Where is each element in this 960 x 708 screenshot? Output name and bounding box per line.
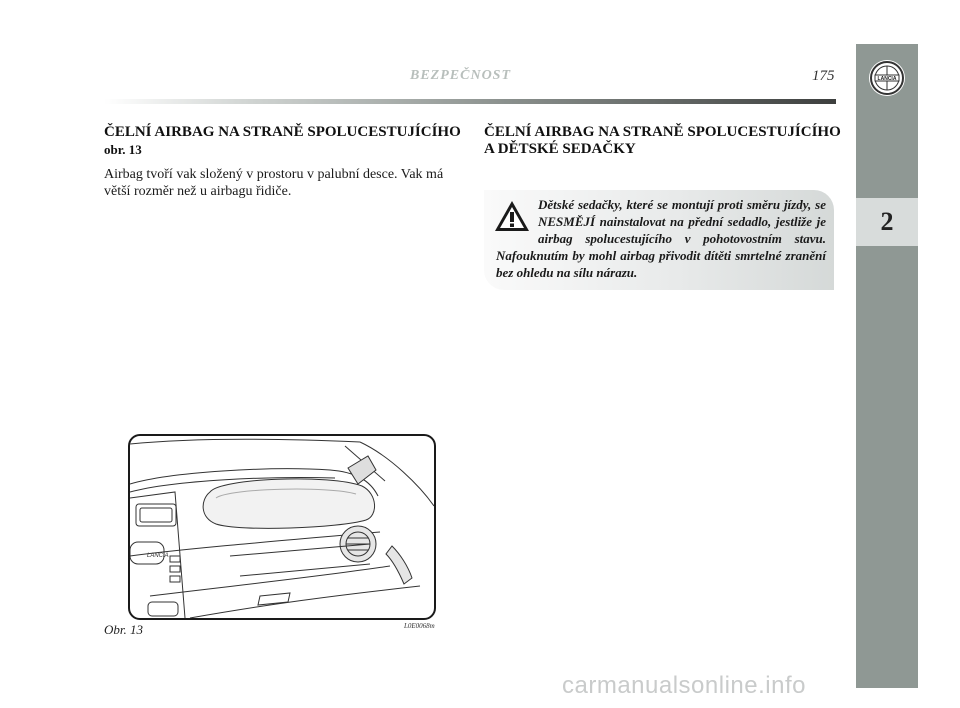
svg-text:LANCIA: LANCIA <box>877 76 897 82</box>
warning-text: Dětské sedačky, které se montují proti směru jízdy, se NESMĚJÍ nainstalovat na přední sedadlo, jestliže je airbag spolucestujícího v pohotovostním stavu. Nafouknutím by mohl airbag přivodit dítěti smrtelné zranění bez ohledu na sílu nárazu. <box>496 197 826 280</box>
chapter-sidebar <box>856 44 918 688</box>
figure-caption: Obr. 13 <box>104 622 144 637</box>
warning-text-block <box>496 196 826 281</box>
dashboard-illustration <box>128 434 436 620</box>
right-heading: ČELNÍ AIRBAG NA STRANĚ SPOLUCESTUJÍCÍHO A DĚTSKÉ SEDAČKY <box>484 124 841 157</box>
left-heading <box>104 124 464 159</box>
svg-text:LANCIA: LANCIA <box>147 553 169 559</box>
left-heading-text: ČELNÍ AIRBAG NA STRANĚ SPOLUCESTUJÍCÍHO <box>104 124 461 140</box>
section-title: BEZPEČNOST <box>410 68 512 83</box>
lancia-logo <box>869 60 905 96</box>
watermark: carmanualsonline.info <box>562 672 806 699</box>
left-body-text: Airbag tvoří vak složený v prostoru v palubní desce. Vak má větší rozměr než u airbagu řidiče. <box>104 167 444 199</box>
figure-code: L0E0068m <box>404 622 435 630</box>
header-divider <box>104 99 836 104</box>
left-heading-ref: obr. 13 <box>104 142 142 157</box>
page-number: 175 <box>812 68 835 84</box>
chapter-number: 2 <box>856 198 918 246</box>
